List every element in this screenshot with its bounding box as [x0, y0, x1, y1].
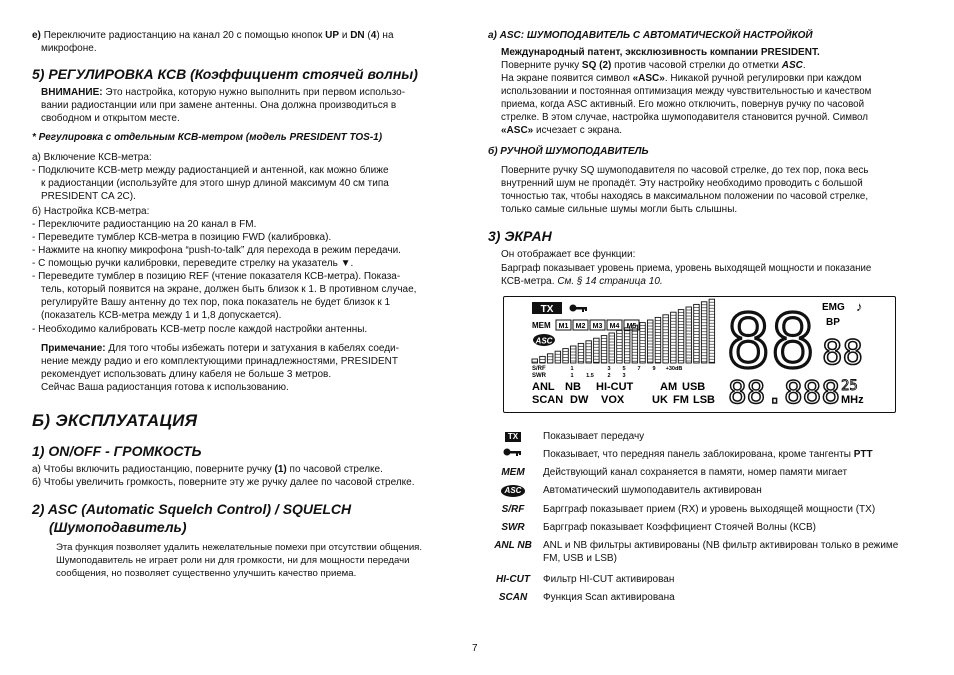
memory-slots: [556, 320, 639, 330]
legend-description: Баргграф показывает прием (RX) и уровень выходящей мощности (TX): [543, 504, 876, 515]
step-a-item-1: - Подключите КСВ-метр между радиостанцией и антенной, как можно ближе: [32, 165, 389, 176]
onoff-a: а) Чтобы включить радиостанцию, поверните ручку (1) по часовой стрелке.: [32, 464, 383, 475]
legend-description: Автоматический шумоподавитель активирован: [543, 485, 762, 496]
bp-label: BP: [826, 317, 840, 328]
frequency-digits: 88.888: [728, 375, 840, 411]
step-b-item-1: - Переключите радиостанцию на 20 канал в FM.: [32, 219, 257, 230]
attention-line-2: вании радиостанции или при замене антенны. Она должна производиться в: [41, 100, 397, 111]
bargraph-bar: [671, 312, 677, 363]
attention-line-3: свободном и открытом месте.: [41, 113, 180, 124]
asc-line-4: приема, когда ASC активный. Его можно отключить, повернув ручку по часовой: [501, 99, 865, 110]
mode-lsb: LSB: [693, 394, 715, 406]
mode-row-1: [532, 381, 705, 393]
bargraph-bar: [547, 354, 553, 363]
mode-fm: FM: [673, 394, 689, 406]
asc-icon-label: ASC: [501, 485, 526, 497]
step-a-item-1-cont2: PRESIDENT CA 2C).: [41, 191, 136, 202]
manual-squelch-title: б) РУЧНОЙ ШУМОПОДАВИТЕЛЬ: [488, 146, 649, 157]
asc-desc-3: сообщения, но позволяет существенно улучшить качество приема.: [56, 568, 357, 579]
bargraph-bar: [617, 330, 623, 363]
key-icon: [570, 305, 588, 313]
step-b-item-5-cont: тель, который появится на экране, должен быть близок к 1. В противном случае,: [41, 284, 417, 295]
step-b-item-3: - Нажмите на кнопку микрофона “push-to-talk” для перехода в режим передачи.: [32, 245, 401, 256]
legend-description: Показывает передачу: [543, 431, 645, 442]
patent-line: Международный патент, эксклюзивность компании PRESIDENT.: [501, 47, 820, 58]
section-2-title: 2) ASC (Automatic Squelch Control) / SQUELCH: [32, 501, 352, 517]
bargraph-bar: [532, 359, 538, 363]
srf-label: S/RF: [532, 366, 546, 372]
legend-key-mem: MEM: [501, 467, 525, 478]
scale-top-label: 9: [652, 366, 656, 372]
attention-line-1: ВНИМАНИЕ: Это настройка, которую нужно выполнить при первом использо-: [41, 87, 406, 98]
big-channel-digits: 88: [726, 299, 816, 385]
page-number: 7: [472, 643, 478, 654]
swr-label: SWR: [532, 373, 546, 379]
asc-line-5: стрелке. В этом случае, настройка шумоподавителя становится ручной. Символ: [501, 112, 868, 123]
manual-line-4: только самые сильные шумы могли быть слышны.: [501, 204, 738, 215]
manual-line-1: Поверните ручку SQ шумоподавителя по часовой стрелке, до тех пор, пока весь: [501, 165, 869, 176]
scale-bottom: [570, 373, 625, 379]
key-icon: [503, 448, 523, 457]
bargraph-bar: [540, 356, 546, 363]
legend-key-s-rf: S/RF: [501, 504, 525, 515]
step-b-item-4: - С помощью ручки калибровки, переведите стрелку на указатель ▼.: [32, 258, 354, 269]
section-b-title: Б) ЭКСПЛУАТАЦИЯ: [32, 411, 198, 430]
tx-icon-label: TX: [505, 432, 521, 442]
legend-description: Баргграф показывает Коэффициент Стоячей Волны (КСВ): [543, 522, 816, 533]
bargraph-bar: [678, 310, 684, 363]
scale-bottom-label: 2: [607, 373, 611, 379]
step-b-item-6: - Необходимо калибровать КСВ-метр после каждой настройки антенны.: [32, 324, 368, 335]
step-a-item-1-cont: к радиостанции (используйте для этого шнур длиной максимум 40 см типа: [41, 178, 389, 189]
lcd-graphic: [504, 297, 895, 412]
note-line-2: нение между радио и его комплектующими принадлежностями, PRESIDENT: [41, 356, 398, 367]
mhz-label: MHz: [841, 394, 864, 406]
legend-key-anl-nb: ANL NB: [494, 540, 532, 551]
asc-line-1: Поверните ручку SQ (2) против часовой стрелки до отметки ASC.: [501, 60, 806, 71]
mode-uk: UK: [652, 394, 668, 406]
mode-vox: VOX: [601, 394, 625, 406]
mode-anl: ANL: [532, 381, 555, 393]
scale-top-label: 3: [607, 366, 611, 372]
memory-slot-m5: M5: [626, 323, 637, 330]
asc-subsection-title: а) ASC: ШУМОПОДАВИТЕЛЬ С АВТОМАТИЧЕСКОЙ НАСТРОЙКОЙ: [488, 30, 813, 41]
screen-line-3: КСВ-метра. См. § 14 страница 10.: [501, 276, 663, 287]
lcd-display: [503, 296, 896, 413]
note-line-4: Сейчас Ваша радиостанция готова к использованию.: [41, 382, 289, 393]
bargraph-bar: [601, 336, 607, 363]
manual-line-3: точностью так, чтобы находясь в максимальном положении по часовой стрелке,: [501, 191, 869, 202]
tx-icon: [488, 430, 538, 443]
tos-meter-heading: * Регулировка с отдельным КСВ-метром (модель PRESIDENT TOS-1): [32, 132, 383, 143]
scale-bottom-label: 3: [622, 373, 626, 379]
legend-description: Функция Scan активирована: [543, 592, 675, 603]
memory-slot-m2: M2: [575, 323, 586, 330]
step-a: а) Включение КСВ-метра:: [32, 152, 152, 163]
bargraph-bar: [632, 325, 638, 363]
key-icon: [488, 448, 538, 461]
mode-usb: USB: [682, 381, 706, 393]
legend-description: Фильтр HI-CUT активирован: [543, 574, 675, 585]
legend-key-swr: SWR: [501, 522, 525, 533]
mode-hi-cut: HI-CUT: [596, 381, 634, 393]
legend-description: Показывает, что передняя панель заблокирована, кроме тангенты PTT: [543, 449, 873, 460]
scale-top-label: 5: [622, 366, 626, 372]
small-channel-digits: 88: [822, 333, 863, 373]
asc-icon: [488, 484, 538, 497]
asc-desc-1: Эта функция позволяет удалить нежелательные помехи при отсутствии общения.: [56, 542, 423, 553]
legend-description: Действующий канал сохраняется в памяти, номер памяти мигает: [543, 467, 848, 478]
step-b-item-5: - Переведите тумблер в позицию REF (чтение показателя КСВ-метра). Показа-: [32, 271, 401, 282]
mode-nb: NB: [565, 381, 581, 393]
asc-line-2: На экране появится символ «ASC». Никакой ручной регулировки при каждом: [501, 73, 862, 84]
legend-key-scan: SCAN: [498, 592, 528, 603]
frequency-subdigits: 25: [841, 378, 858, 394]
scale-top-label: +30dB: [665, 366, 683, 372]
step-b-item-5-cont2: регулируйте Вашу антенну до тех пор, пока показатель не будет близок к 1: [41, 297, 391, 308]
screen-line-2: Барграф показывает уровень приема, уровень выходящей мощности и показание: [501, 263, 872, 274]
legend-description: ANL и NB фильтры активированы (NB фильтр активирован только в режиме FM, USB и LSB): [543, 540, 899, 564]
section-1-title: 1) ON/OFF - ГРОМКОСТЬ: [32, 443, 202, 459]
scale-top-label: 1: [570, 366, 574, 372]
step-b-item-2: - Переведите тумблер КСВ-метра в позицию FWD (калибровка).: [32, 232, 332, 243]
asc-line-3: использовании и постоянная оптимизация между чувствительностью и качеством: [501, 86, 872, 97]
asc-label: ASC: [535, 336, 553, 346]
section-3-title: 3) ЭКРАН: [488, 228, 552, 244]
music-note-icon: ♪: [856, 299, 863, 314]
scale-top: [570, 366, 682, 372]
section-2-title-cont: (Шумоподавитель): [49, 519, 187, 535]
bargraph-bar: [586, 341, 592, 363]
step-b-item-5-cont3: (показатель КСВ-метра между 1 и 1,8 допускается).: [41, 310, 282, 321]
memory-slot-m1: M1: [558, 323, 569, 330]
manual-line-2: внутренний шум не пропадёт. Эту настройку необходимо проводить с большой: [501, 178, 863, 189]
onoff-b: б) Чтобы увеличить громкость, поверните эту же ручку далее по часовой стрелке.: [32, 477, 415, 488]
step-e: е) Переключите радиостанцию на канал 20 с помощью кнопок UP и DN (4) на: [32, 30, 394, 41]
bargraph-bar: [686, 307, 692, 363]
note-line-3: рекомендует использовать длину кабеля не больше 3 метров.: [41, 369, 332, 380]
memory-slot-m3: M3: [592, 323, 603, 330]
mem-label: MEM: [532, 321, 551, 330]
section-5-title: 5) РЕГУЛИРОВКА КСВ (Коэффициент стоячей волны): [32, 66, 418, 82]
screen-line-1: Он отображает все функции:: [501, 249, 636, 260]
mode-am: AM: [660, 381, 678, 393]
scale-bottom-label: 1: [570, 373, 574, 379]
scale-top-label: 7: [637, 366, 641, 372]
mode-dw: DW: [570, 394, 589, 406]
mode-scan: SCAN: [532, 394, 564, 406]
legend-key-hi-cut: HI-CUT: [496, 574, 530, 585]
memory-slot-m4: M4: [609, 323, 620, 330]
note-line-1: Примечание: Для того чтобы избежать потери и затухания в кабелях соеди-: [41, 343, 399, 354]
emg-label: EMG: [822, 302, 845, 313]
scale-bottom-label: 1.5: [586, 373, 594, 379]
bargraph-bar: [648, 320, 654, 363]
tx-label: TX: [540, 304, 554, 315]
step-e-cont: микрофоне.: [41, 43, 97, 54]
step-b: б) Настройка КСВ-метра:: [32, 206, 150, 217]
asc-desc-2: Шумоподавитель не играет роли ни для громкости, ни для мощности передачи: [56, 555, 410, 566]
mode-row-2: [532, 394, 715, 406]
asc-line-6: «ASC» исчезает с экрана.: [501, 125, 623, 136]
bargraph-bar: [571, 346, 577, 363]
